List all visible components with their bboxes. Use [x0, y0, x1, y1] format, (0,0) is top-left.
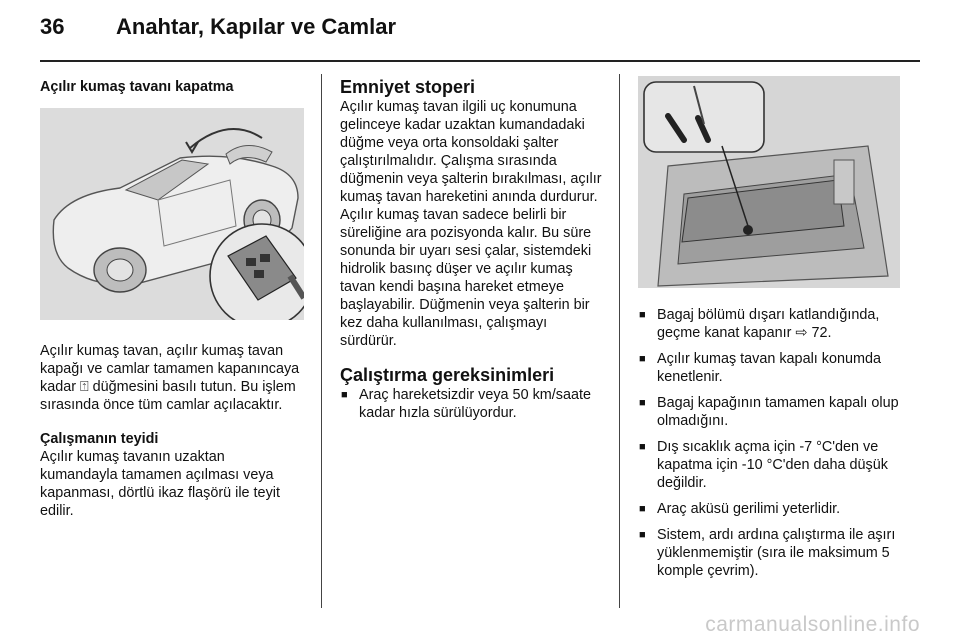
column-divider-2	[619, 74, 620, 608]
watermark: carmanualsonline.info	[705, 613, 920, 636]
conditions-list	[638, 306, 902, 580]
page-number: 36	[40, 14, 65, 39]
column-2	[340, 74, 604, 430]
column-divider-1	[321, 74, 322, 608]
requirements-list	[340, 386, 604, 422]
list-item: ■ Bagaj bölümü dışarı katlandığında, geçme kanat kapanır ⇨ 72.	[638, 306, 902, 342]
list-item: ■ Araç hareketsizdir veya 50 km/saate kadar hızla sürülüyordur.	[340, 386, 604, 422]
list-item: ■ Bagaj kapağının tamamen kapalı olup olmadığını.	[638, 394, 902, 430]
confirmation-paragraph: Açılır kumaş tavanın uzaktan kumandayla tamamen açılması veya kapanması, dörtlü ikaz flaşörü ile teyit edilir.	[40, 449, 280, 519]
column-3	[638, 74, 902, 588]
column-1	[40, 74, 304, 520]
section-heading: Açılır kumaş tavanı kapatma	[40, 79, 234, 95]
list-item: ■ Araç aküsü gerilimi yeterlidir.	[638, 500, 902, 518]
trunk-figure-svg	[638, 76, 900, 288]
list-item: ■ Dış sıcaklık açma için -7 °C'den ve kapatma için -10 °C'den daha düşük değildir.	[638, 438, 902, 492]
list-item: ■ Sistem, ardı ardına çalıştırma ile aşırı yüklenmemiştir (sıra ile maksimum 5 komple çevrim).	[638, 526, 902, 580]
header-rule	[40, 60, 920, 62]
trunk-compartment-illustration	[638, 76, 900, 288]
convertible-car-illustration	[40, 108, 304, 320]
page-header	[40, 14, 396, 40]
car-figure-svg	[40, 108, 304, 320]
safety-stop-heading: Emniyet stoperi	[340, 77, 476, 97]
intro-paragraph: Açılır kumaş tavan, açılır kumaş tavan kapağı ve camlar tamamen kapanıncaya kadar ⍐ düğmesini basılı tutun. Bu işlem sırasında önce tüm camlar açılacaktır.	[40, 343, 300, 413]
chapter-title: Anahtar, Kapılar ve Camlar	[116, 14, 397, 39]
safety-stop-paragraph: Açılır kumaş tavan ilgili uç konumuna gelinceye kadar uzaktan kumandadaki düğme veya orta konsoldaki şalter çalıştırılmalıdır. Çalışma sırasında düğmenin veya şalterin bırakılması, açılır kumaş tavan hareketini anında durdurur. Açılır kumaş tavan sadece belirli bir süreliğine ara pozisyonda kalır. Bu süre sonunda bir uyarı sesi çalar, sistemdeki hidrolik basınç düşer ve açılır kumaş tavan kendi başına hareket etmeye başlayabilir. Düğmenin veya şalterin bir kez daha kullanılması, çalışmayı sürdürür.	[340, 99, 602, 349]
list-item: ■ Açılır kumaş tavan kapalı konumda kenetlenir.	[638, 350, 902, 386]
confirmation-subheading: Çalışmanın teyidi	[40, 431, 159, 447]
requirements-heading: Çalıştırma gereksinimleri	[340, 365, 555, 385]
